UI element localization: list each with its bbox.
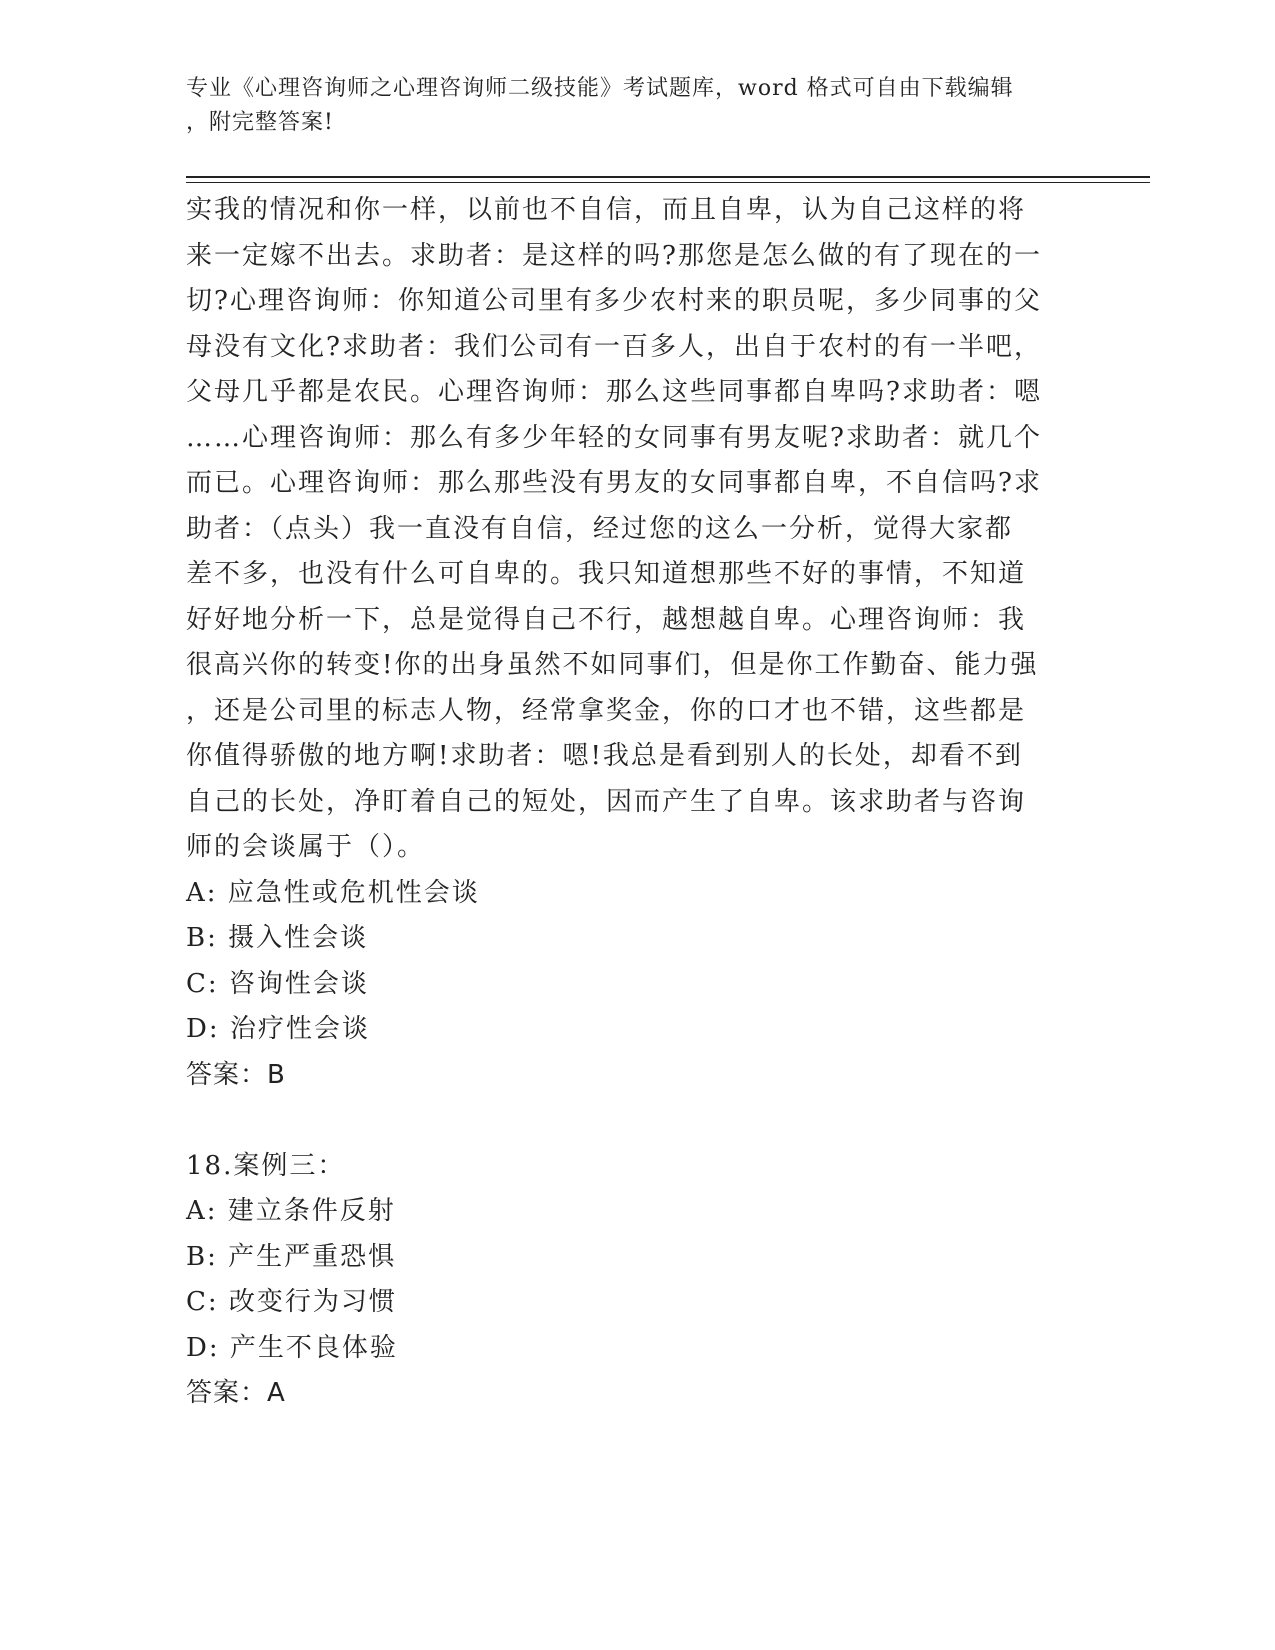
spacer: [186, 1098, 1086, 1144]
question-18-options: [186, 1189, 1086, 1371]
passage-line: 而已。心理咨询师：那么那些没有男友的女同事都自卑，不自信吗?求: [186, 468, 1042, 498]
passage-line: 切?心理咨询师：你知道公司里有多少农村来的职员呢，多少同事的父: [186, 286, 1042, 316]
option-c: C: 改变行为习惯: [186, 1287, 397, 1317]
question-18-answer: 答案：A: [186, 1378, 286, 1408]
question-17-passage: [186, 188, 1086, 871]
header-rule-thick: [186, 176, 1150, 178]
passage-line: 助者：（点头）我一直没有自信，经过您的这么一分析，觉得大家都: [186, 513, 1014, 544]
option-d: D: 产生不良体验: [186, 1332, 398, 1363]
passage-line: ……心理咨询师：那么有多少年轻的女同事有男友呢?求助者：就几个: [186, 422, 1042, 453]
passage-line: 自己的长处，净盯着自己的短处，因而产生了自卑。该求助者与咨询: [186, 786, 1027, 817]
document-body: [186, 188, 1086, 1417]
document-header: [186, 72, 1066, 140]
option-a: A: 应急性或危机性会谈: [186, 877, 480, 908]
option-b: B: 产生严重恐惧: [186, 1241, 397, 1272]
header-rule-thin: [186, 182, 1150, 183]
passage-line: 来一定嫁不出去。求助者：是这样的吗?那您是怎么做的有了现在的一: [186, 240, 1042, 271]
header-line-1: 专业《心理咨询师之心理咨询师二级技能》考试题库，word 格式可自由下载编辑: [186, 76, 1014, 101]
passage-line: 好好地分析一下，总是觉得自己不行，越想越自卑。心理咨询师：我: [186, 604, 1027, 635]
passage-line: 差不多，也没有什么可自卑的。我只知道想那些不好的事情，不知道: [186, 559, 1027, 589]
question-18-title: 18.案例三：: [186, 1150, 346, 1181]
passage-line: 实我的情况和你一样，以前也不自信，而且自卑，认为自己这样的将: [186, 195, 1027, 225]
passage-line: ，还是公司里的标志人物，经常拿奖金，你的口才也不错，这些都是: [186, 695, 1027, 726]
passage-line: 你值得骄傲的地方啊!求助者：嗯!我总是看到别人的长处，却看不到: [186, 741, 1023, 771]
option-d: D: 治疗性会谈: [186, 1014, 370, 1044]
passage-line: 师的会谈属于（）。: [186, 832, 426, 862]
option-b: B: 摄入性会谈: [186, 923, 369, 953]
passage-line: 父母几乎都是农民。心理咨询师：那么这些同事都自卑吗?求助者：嗯: [186, 377, 1042, 407]
option-c: C: 咨询性会谈: [186, 968, 369, 999]
header-line-2: ，附完整答案!: [186, 110, 334, 135]
passage-line: 母没有文化?求助者：我们公司有一百多人，出自于农村的有一半吧，: [186, 331, 1042, 362]
passage-line: 很高兴你的转变!你的出身虽然不如同事们，但是你工作勤奋、能力强: [186, 650, 1039, 680]
option-a: A: 建立条件反射: [186, 1196, 396, 1226]
question-17-options: [186, 871, 1086, 1053]
question-17-answer: 答案：B: [186, 1059, 286, 1090]
